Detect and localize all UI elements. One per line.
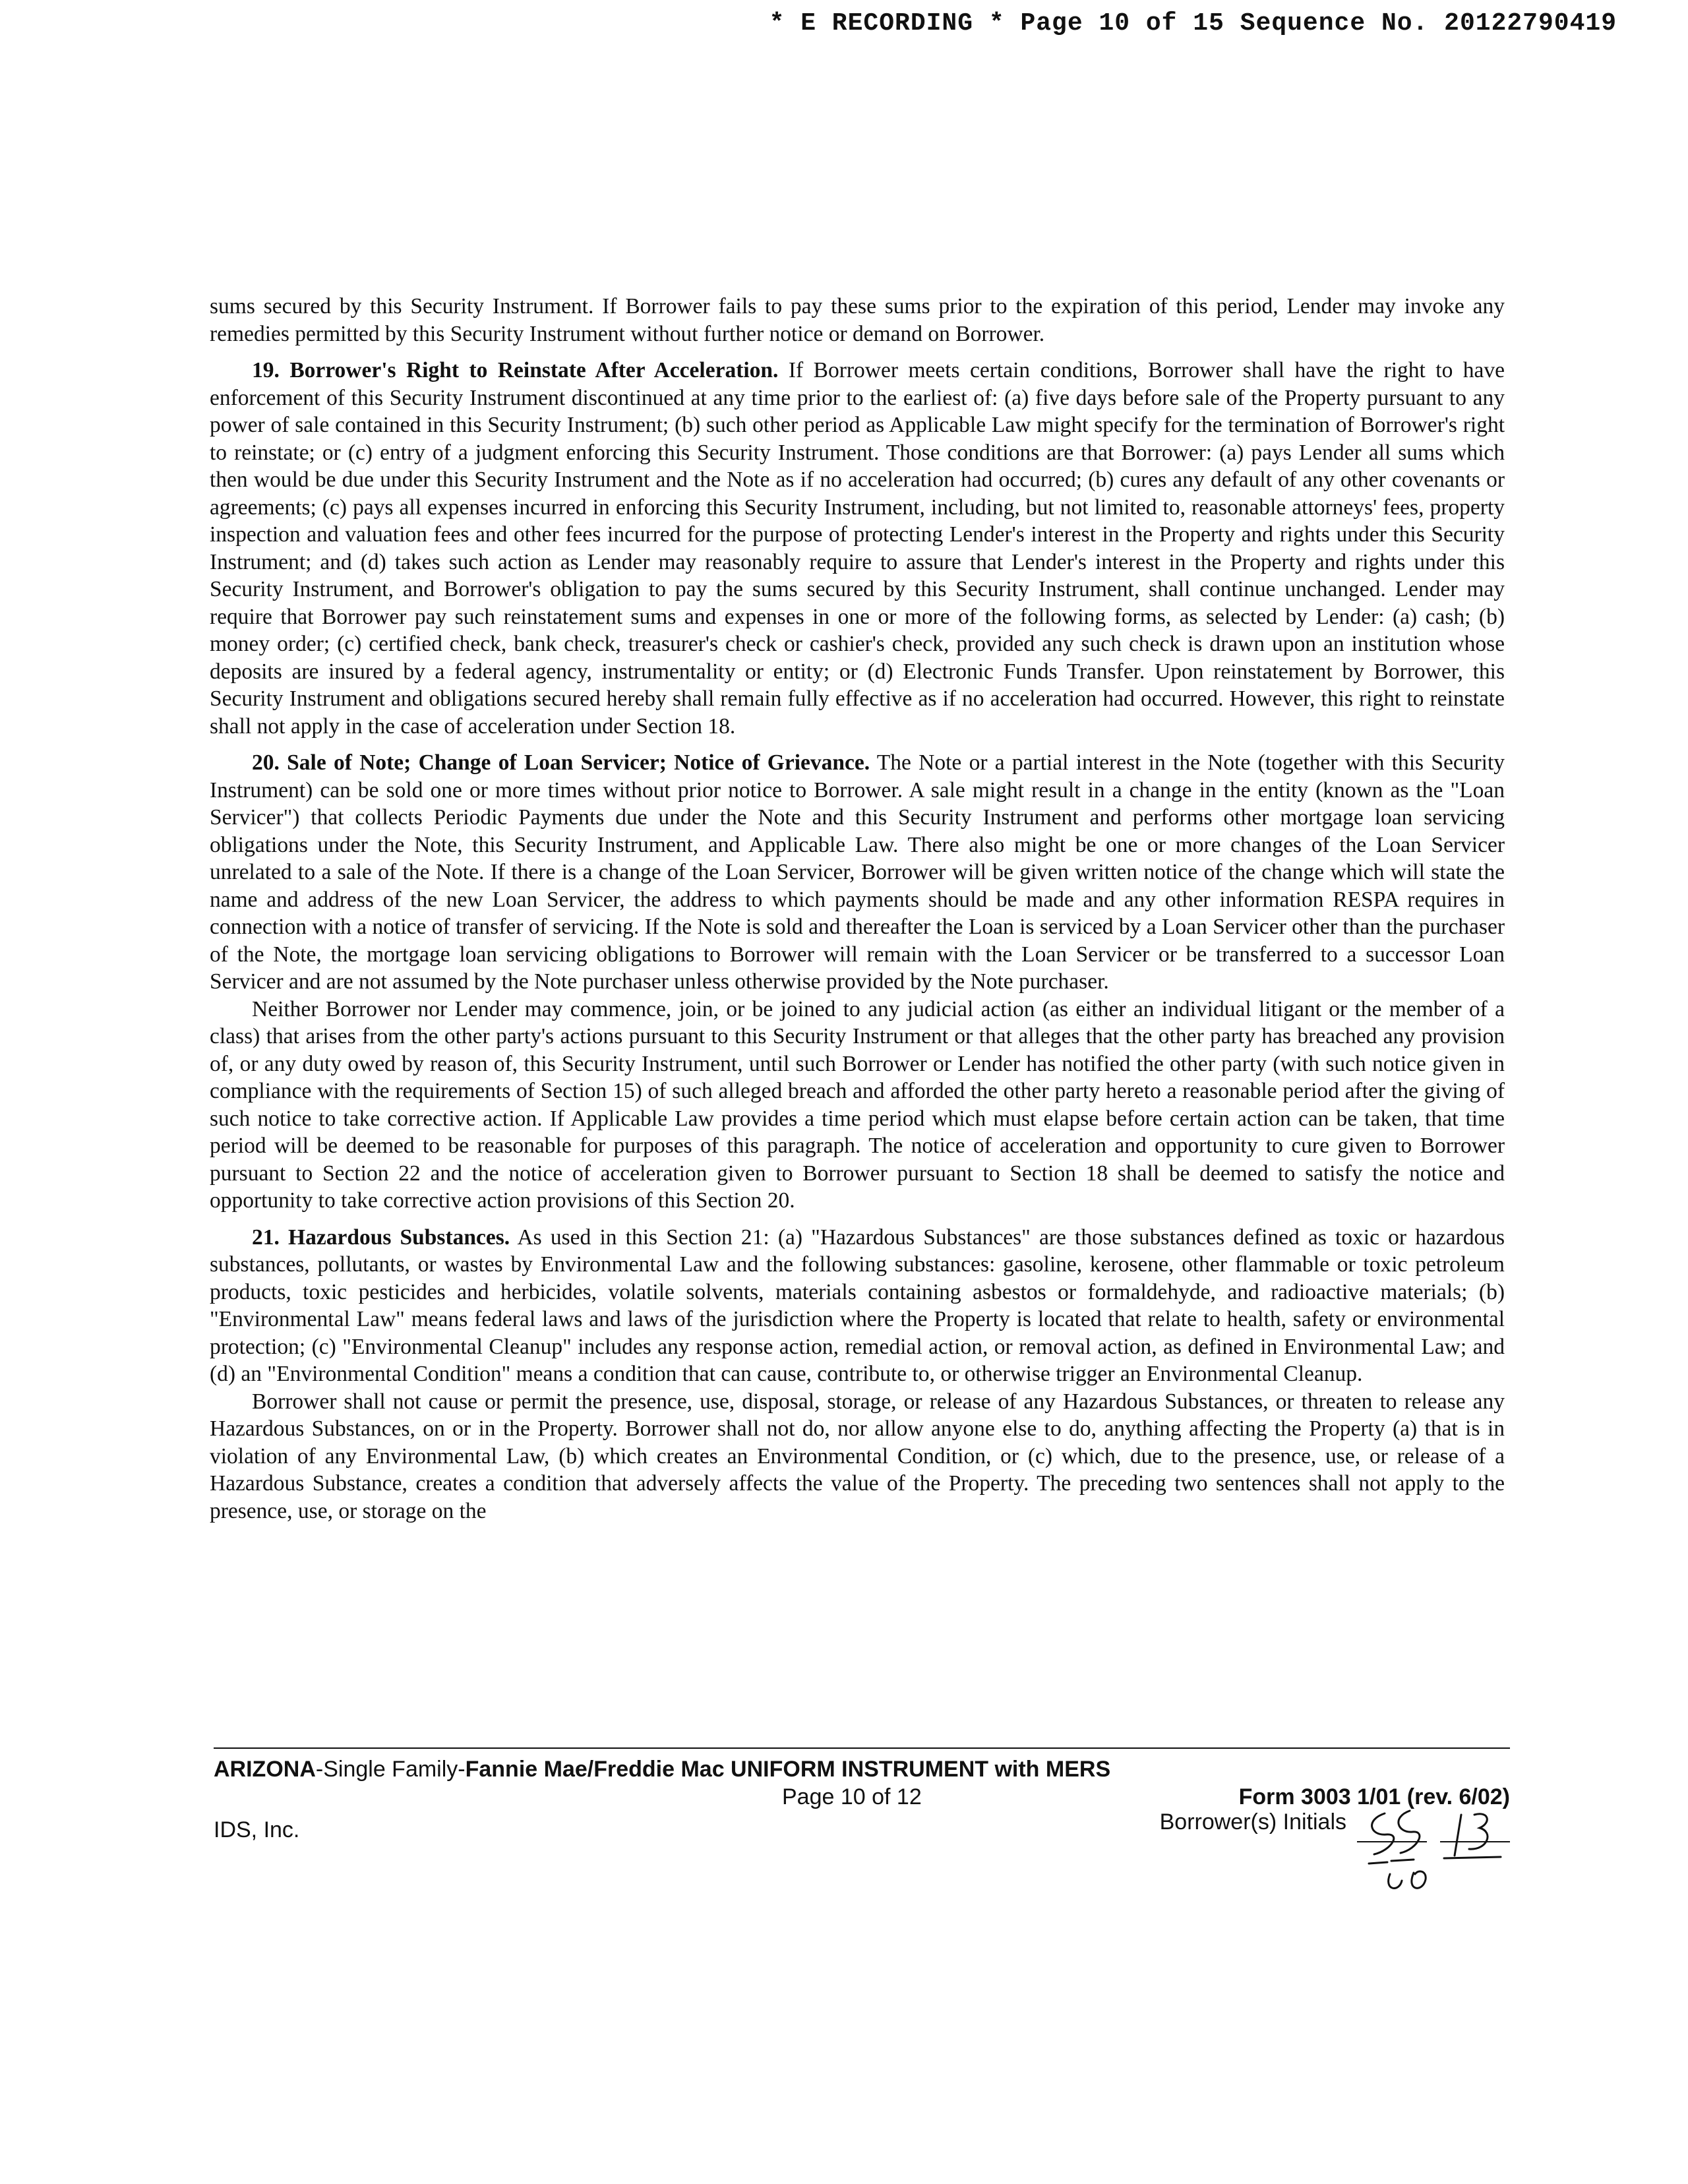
section-21-text: As used in this Section 21: (a) "Hazardous Substances" are those substances defined as toxic or hazardous substances, pollutants, or wastes by Environmental Law and the following substances: gasoline, kerosene, other flammable or toxic petroleum products, toxic pesticides and herbicides, volatile solvents, materials containing asbestos or formaldehyde, and radioactive materials; (b) "Environmental Law" means federal laws and laws of the jurisdiction where the Property is located that relate to health, safety or environmental protection; (c) "Environmental Cleanup" includes any response action, remedial action, or removal action, as defined in Environmental Law; and (d) an "Environmental Condition" means a condition that can cause, contribute to, or otherwise trigger an Environmental Cleanup. (210, 1225, 1505, 1386)
form-footer (214, 1747, 1510, 1842)
section-19-title: 19. Borrower's Right to Reinstate After Acceleration. (252, 358, 779, 382)
footer-form-number: Form 3003 1/01 (rev. 6/02) (1238, 1784, 1510, 1809)
section-21-title: 21. Hazardous Substances. (252, 1225, 510, 1250)
section-20-paragraph-2: Neither Borrower nor Lender may commence, join, or be joined to any judicial action (as either an individual litigant or the member of a class) that arises from the other party's actions pursuant to this Security Instrument or that alleges that the other party has breached any provision of, or any duty owed by reason of, this Security Instrument, until such Borrower or Lender has notified the other party (with such notice given in compliance with the requirements of Section 15) of such alleged breach and afforded the other party hereto a reasonable period after the giving of such notice to take corrective action. If Applicable Law provides a time period which must elapse before certain action can be taken, that time period will be deemed to be reasonable for purposes of this paragraph. The notice of acceleration and opportunity to cure given to Borrower pursuant to Section 22 and the notice of acceleration given to Borrower pursuant to Section 18 shall be deemed to satisfy the notice and opportunity to take corrective action provisions of this Section 20. (210, 996, 1505, 1213)
section-19 (210, 357, 1505, 740)
section-20-text: The Note or a partial interest in the Note (together with this Security Instrument) can be sold one or more times without prior notice to Borrower. A sale might result in a change in the entity (known as the "Loan Servicer") that collects Periodic Payments due under the Note and this Security Instrument and performs other mortgage loan servicing obligations under the Note, this Security Instrument, and Applicable Law. There also might be one or more changes of the Loan Servicer unrelated to a sale of the Note. If there is a change of the Loan Servicer, Borrower will be given written notice of the change which will state the name and address of the new Loan Servicer, the address to which payments should be made and any other information RESPA requires in connection with a notice of transfer of servicing. If the Note is sold and thereafter the Loan is serviced by a Loan Servicer other than the purchaser of the Note, the mortgage loan servicing obligations to Borrower will remain with the Loan Servicer or be transferred to a successor Loan Servicer and are not assumed by the Note purchaser unless otherwise provided by the Note purchaser. (210, 750, 1505, 994)
section-20 (210, 749, 1505, 996)
section-21 (210, 1224, 1505, 1388)
footer-instrument: Fannie Mae/Freddie Mac UNIFORM INSTRUMENT with MERS (465, 1757, 1111, 1782)
intro-paragraph: sums secured by this Security Instrument. If Borrower fails to pay these sums prior to the expiration of this period, Lender may invoke any remedies permitted by this Security Instrument without further notice or demand on Borrower. (210, 294, 1505, 346)
footer-form-title (214, 1757, 1110, 1782)
section-20-title: 20. Sale of Note; Change of Loan Servicer; Notice of Grievance. (252, 750, 870, 775)
section-21-paragraph-2: Borrower shall not cause or permit the presence, use, disposal, storage, or release of any Hazardous Substances, or threaten to release any Hazardous Substances, on or in the Property. Borrower shall not do, nor allow anyone else to do, anything affecting the Property (a) that is in violation of any Environmental Law, (b) which creates an Environmental Condition, or (c) which, due to the presence, use, or release of a Hazardous Substance, creates a condition that adversely affects the value of the Property. The preceding two sentences shall not apply to the presence, use, or storage on the (210, 1389, 1505, 1523)
footer-page-number: Page 10 of 12 (782, 1784, 922, 1809)
footer-state: ARIZONA (214, 1757, 316, 1782)
recording-stamp: * E RECORDING * Page 10 of 15 Sequence No. 20122790419 (769, 9, 1617, 38)
document-body (210, 293, 1505, 1534)
footer-initials-label: Borrower(s) Initials (1159, 1809, 1346, 1835)
section-19-text: If Borrower meets certain conditions, Borrower shall have the right to have enforcement of this Security Instrument discontinued at any time prior to the earliest of: (a) five days before sale of the Property pursuant to any power of sale contained in this Security Instrument; (b) such other period as Applicable Law might specify for the termination of Borrower's right to reinstate; or (c) entry of a judgment enforcing this Security Instrument. Those conditions are that Borrower: (a) pays Lender all sums which then would be due under this Security Instrument and the Note as if no acceleration had occurred; (b) cures any default of any other covenants or agreements; (c) pays all expenses incurred in enforcing this Security Instrument, including, but not limited to, reasonable attorneys' fees, property inspection and valuation fees and other fees incurred for the purpose of protecting Lender's interest in the Property and rights under this Security Instrument; and (d) takes such action as Lender may reasonably require to assure that Lender's interest in the Property and rights under this Security Instrument, and Borrower's obligation to pay the sums secured by this Security Instrument, shall continue unchanged. Lender may require that Borrower pay such reinstatement sums and expenses in one or more of the following forms, as selected by Lender: (a) cash; (b) money order; (c) certified check, bank check, treasurer's check or cashier's check, provided any such check is drawn upon an institution whose deposits are insured by a federal agency, instrumentality or entity; or (d) Electronic Funds Transfer. Upon reinstatement by Borrower, this Security Instrument and obligations secured hereby shall remain fully effective as if no acceleration had occurred. However, this right to reinstate shall not apply in the case of acceleration under Section 18. (210, 358, 1505, 739)
footer-family: -Single Family- (315, 1757, 466, 1782)
borrower-initials-signature (1345, 1782, 1510, 1894)
footer-publisher: IDS, Inc. (214, 1817, 300, 1842)
